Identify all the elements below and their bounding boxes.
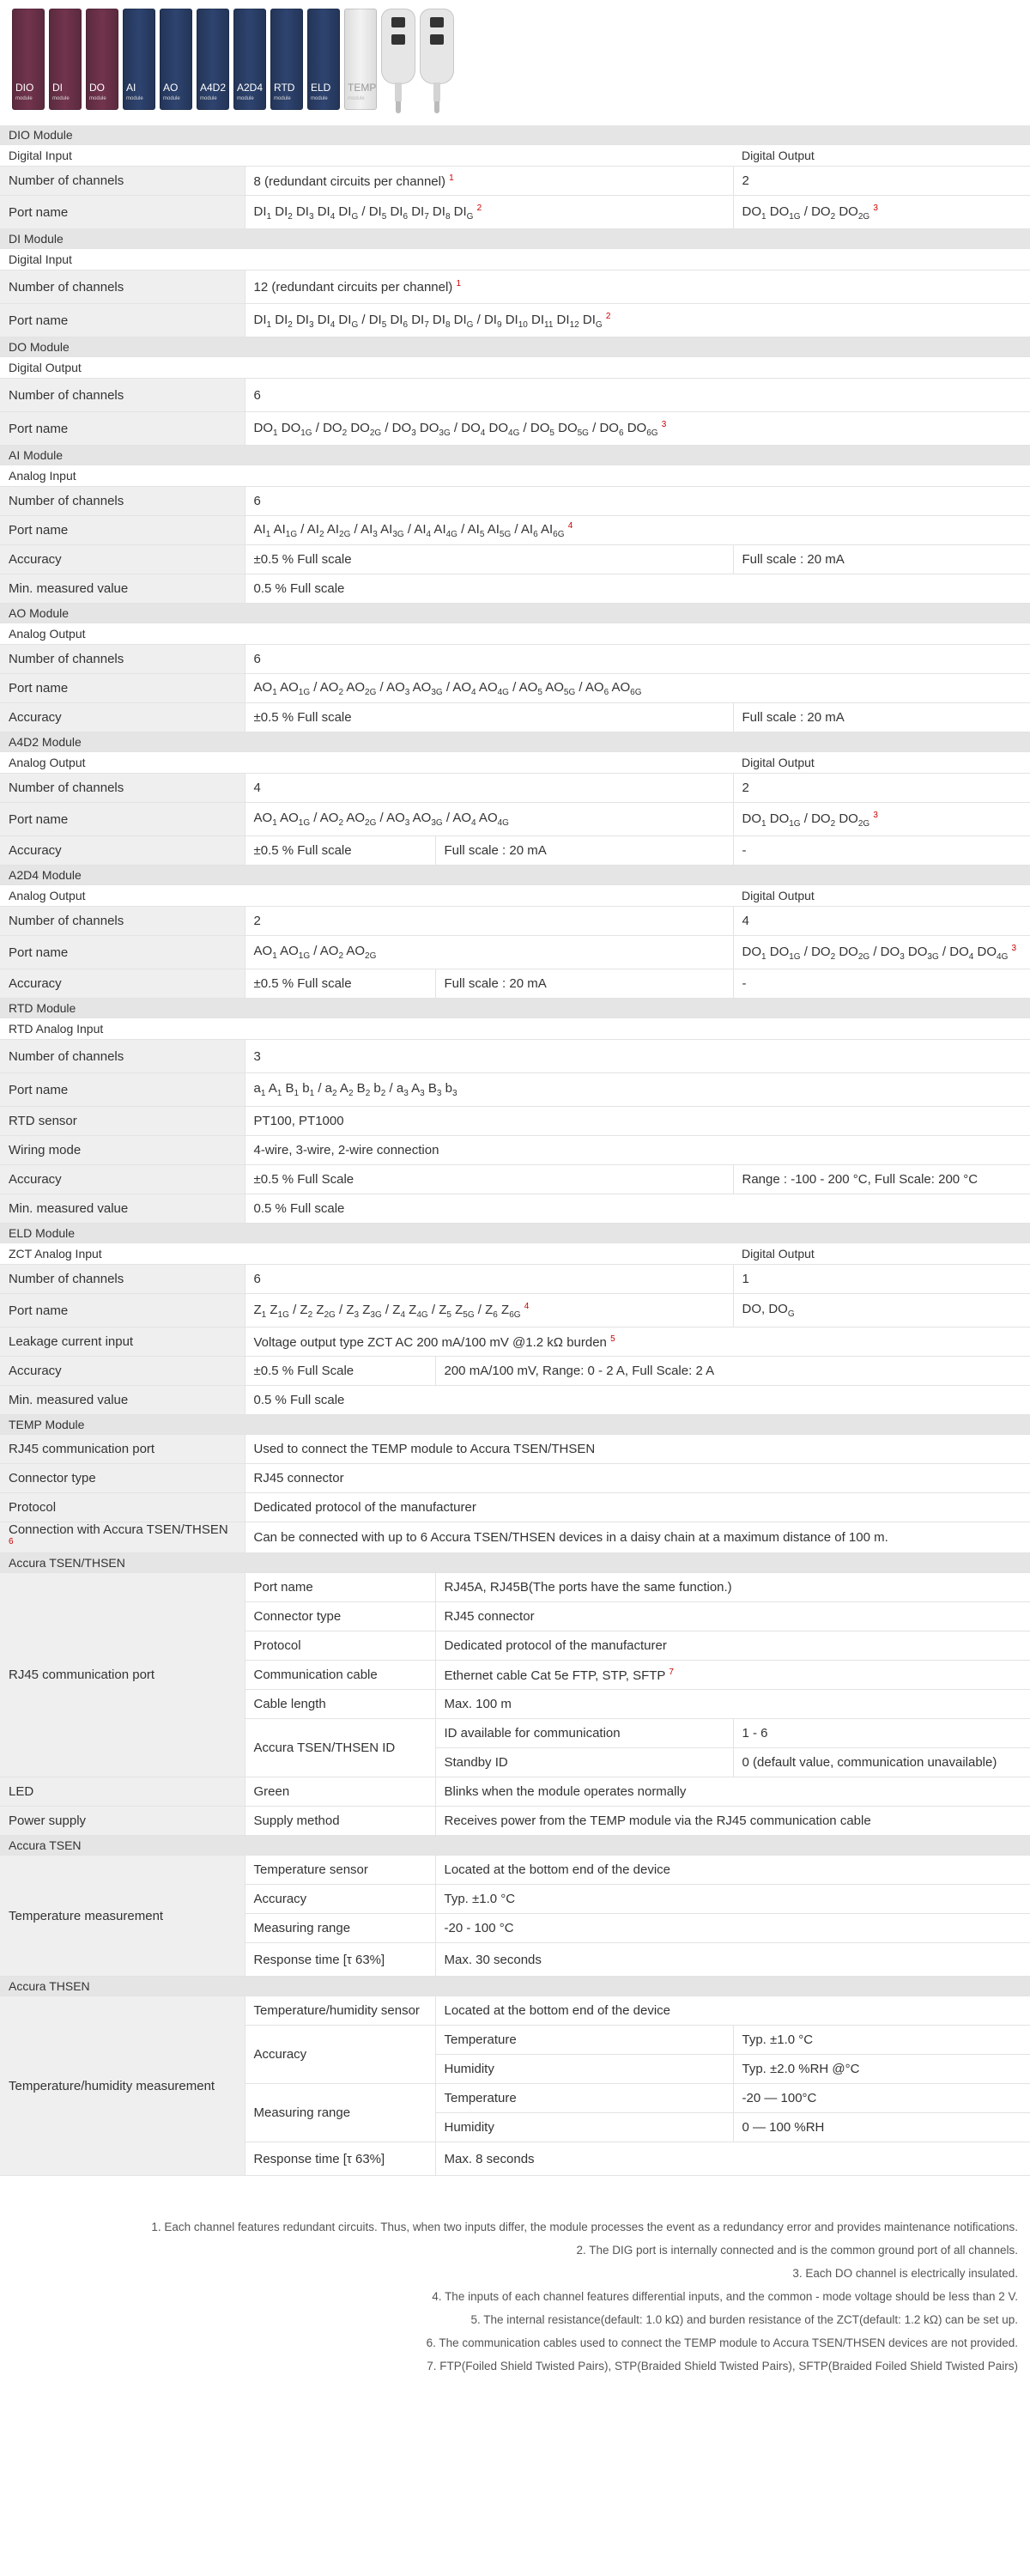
- module-header-temp: [0, 1415, 1030, 1435]
- cell-value: Max. 100 m: [435, 1690, 1030, 1719]
- row-label: RTD sensor: [0, 1107, 245, 1136]
- row-label: Port name: [0, 936, 245, 969]
- spec-row: [0, 574, 1030, 604]
- sub-label: Measuring range: [245, 1914, 435, 1943]
- spec-row: [0, 1493, 1030, 1522]
- port-names: $DO_1$ $DO_{1G} / DO_2$ $DO_{2G}$ $^3$: [733, 803, 1030, 836]
- sub-label: Cable length: [245, 1690, 435, 1719]
- module-title: DO Module: [0, 337, 1030, 357]
- spec-row: [0, 167, 1030, 196]
- row-label: Number of channels: [0, 907, 245, 936]
- row-label: Number of channels: [0, 167, 245, 196]
- sub-label: Response time [τ 63%]: [245, 2142, 435, 2176]
- sub-label: Standby ID: [435, 1748, 733, 1777]
- row-label: Accuracy: [0, 836, 245, 866]
- cell-value: 2: [733, 774, 1030, 803]
- module-title: TEMP Module: [0, 1415, 1030, 1435]
- cell-value: 2: [733, 167, 1030, 196]
- spec-row: [0, 1107, 1030, 1136]
- module-header-a2d4: [0, 866, 1030, 885]
- section-title: Analog Input: [0, 465, 1030, 487]
- row-label: Number of channels: [0, 270, 245, 304]
- footnote-ref: 3: [1011, 943, 1017, 953]
- module-title: Accura TSEN/THSEN: [0, 1553, 1030, 1573]
- cell-value: 1 - 6: [733, 1719, 1030, 1748]
- row-label: Power supply: [0, 1807, 245, 1836]
- tsen-sensor-device: [381, 9, 415, 113]
- spec-row: [0, 645, 1030, 674]
- spec-row: [0, 774, 1030, 803]
- product-hero-image: [0, 0, 1030, 120]
- module-dio: [12, 9, 45, 110]
- cell-value: Used to connect the TEMP module to Accura TSEN/THSEN: [245, 1435, 1030, 1464]
- sub-label: Accura TSEN/THSEN ID: [245, 1719, 435, 1777]
- cell-value: Full scale : 20 mA: [733, 703, 1030, 732]
- module-label: DI: [52, 82, 63, 94]
- cell-value: 4: [733, 907, 1030, 936]
- module-header-thsen: [0, 1977, 1030, 1996]
- cell-value: 6: [245, 379, 1030, 412]
- cell-value: Typ. ±1.0 °C: [733, 2026, 1030, 2055]
- cell-value: 200 mA/100 mV, Range: 0 - 2 A, Full Scale: 2 A: [435, 1357, 1030, 1386]
- footnote-ref: 1: [449, 173, 454, 183]
- cell-value: RJ45 connector: [435, 1602, 1030, 1631]
- row-label: Wiring mode: [0, 1136, 245, 1165]
- section-title: Digital Output: [733, 1243, 1030, 1265]
- module-label: TEMP: [348, 82, 377, 94]
- spec-row: [0, 1194, 1030, 1224]
- footnote-ref: 3: [661, 419, 667, 429]
- spec-row: [0, 1435, 1030, 1464]
- port-names: $a_1$ $A_1$ $B_1$ $b_1 / a_2$ $A_2$ $B_2$ $b_2 / a_3$ $A_3$ $B_3$ $b_3$: [245, 1073, 1030, 1107]
- cell-value: Blinks when the module operates normally: [435, 1777, 1030, 1807]
- sub-label: Accuracy: [245, 1885, 435, 1914]
- spec-row: [0, 1357, 1030, 1386]
- module-ao: [160, 9, 192, 110]
- cell-value: ±0.5 % Full Scale: [245, 1165, 733, 1194]
- module-title: DIO Module: [0, 125, 1030, 145]
- footnote: 1. Each channel features redundant circuits. Thus, when two inputs differ, the module processes the event as a redundancy error and provides maintenance notifications.: [151, 2221, 1018, 2233]
- value-text: 8 (redundant circuits per channel): [253, 173, 445, 189]
- row-label: Leakage current input: [0, 1327, 245, 1357]
- footnote-ref: 2: [605, 311, 611, 321]
- footnote-ref: 3: [873, 203, 878, 213]
- footnote: 3. Each DO channel is electrically insulated.: [792, 2267, 1018, 2280]
- module-sublabel: module: [126, 96, 143, 101]
- sub-label: Measuring range: [245, 2084, 435, 2142]
- footnote-ref: 1: [456, 279, 462, 289]
- module-eld: [307, 9, 340, 110]
- section-title: Digital Input: [0, 145, 733, 167]
- sub-label: ID available for communication: [435, 1719, 733, 1748]
- cell-value: RJ45A, RJ45B(The ports have the same function.): [435, 1573, 1030, 1602]
- module-ai: [123, 9, 155, 110]
- row-label: Accuracy: [0, 1165, 245, 1194]
- module-header-tsen-thsen: [0, 1553, 1030, 1573]
- port-names: $Z_1$ $Z_{1G} / Z_2$ $Z_{2G} / Z_3$ $Z_{3G} / Z_4$ $Z_{4G} / Z_5$ $Z_{5G} / Z_6$ $Z_{6G}$ $^4$: [245, 1294, 733, 1327]
- cell-value: 6: [245, 1265, 733, 1294]
- cell-value: 2: [245, 907, 733, 936]
- cell-value: 1: [733, 1265, 1030, 1294]
- section-header-row: [0, 752, 1030, 774]
- module-do: [86, 9, 118, 110]
- footnote-ref: 3: [873, 810, 878, 820]
- row-label: Number of channels: [0, 379, 245, 412]
- cell-value: Can be connected with up to 6 Accura TSEN/THSEN devices in a daisy chain at a maximum distance of 100 m.: [245, 1522, 1030, 1553]
- cell-value: 3: [245, 1040, 1030, 1073]
- sub-label: Supply method: [245, 1807, 435, 1836]
- cell-value: PT100, PT1000: [245, 1107, 1030, 1136]
- spec-row: [0, 1522, 1030, 1553]
- row-label: Number of channels: [0, 487, 245, 516]
- sub-label: Accuracy: [245, 2026, 435, 2084]
- section-title: RTD Analog Input: [0, 1018, 1030, 1040]
- spec-row: [0, 1464, 1030, 1493]
- row-label: [0, 1522, 245, 1553]
- row-label: RJ45 communication port: [0, 1573, 245, 1777]
- footnote-ref: 7: [669, 1667, 674, 1677]
- module-title: DI Module: [0, 229, 1030, 249]
- cell-value: RJ45 connector: [245, 1464, 1030, 1493]
- module-header-a4d2: [0, 732, 1030, 752]
- module-header-ao: [0, 604, 1030, 623]
- spec-row: [0, 1294, 1030, 1327]
- thsen-sensor-device: [420, 9, 454, 113]
- port-names: $AO_1$ $AO_{1G} / AO_2$ $AO_{2G} / AO_3$ $AO_{3G} / AO_4$ $AO_{4G} / AO_5$ $AO_{5G} / AO_6$ $AO_{6G}$: [245, 674, 1030, 703]
- row-label: Number of channels: [0, 645, 245, 674]
- cell-value: ±0.5 % Full scale: [245, 836, 435, 866]
- row-label: Port name: [0, 1073, 245, 1107]
- spec-table: [0, 125, 1030, 2176]
- module-label: A2D4: [237, 82, 264, 94]
- module-label: ELD: [311, 82, 331, 94]
- module-sublabel: module: [237, 96, 254, 101]
- spec-row: [0, 674, 1030, 703]
- cell-value: Typ. ±1.0 °C: [435, 1885, 1030, 1914]
- spec-row: [0, 270, 1030, 304]
- row-label: Number of channels: [0, 774, 245, 803]
- spec-row: [0, 907, 1030, 936]
- spec-row: [0, 516, 1030, 545]
- port-names: $AO_1$ $AO_{1G} / AO_2$ $AO_{2G} / AO_3$ $AO_{3G} / AO_4$ $AO_{4G}$: [245, 803, 733, 836]
- sub-label: Temperature: [435, 2026, 733, 2055]
- footnote: 7. FTP(Foiled Shield Twisted Pairs), STP(Braided Shield Twisted Pairs), SFTP(Braided Foiled Shield Twisted Pairs): [427, 2360, 1018, 2372]
- cell-value: 0.5 % Full scale: [245, 574, 1030, 604]
- module-sublabel: module: [274, 96, 291, 101]
- section-title: Analog Output: [0, 623, 1030, 645]
- row-label: Accuracy: [0, 703, 245, 732]
- section-header-row: [0, 623, 1030, 645]
- module-sublabel: module: [15, 96, 33, 101]
- value-text: Voltage output type ZCT AC 200 mA/100 mV @1.2 kΩ burden: [253, 1334, 607, 1350]
- row-label: RJ45 communication port: [0, 1435, 245, 1464]
- spec-row: [0, 969, 1030, 999]
- module-label: AI: [126, 82, 136, 94]
- module-header-tsen: [0, 1836, 1030, 1856]
- cell-value: -: [733, 836, 1030, 866]
- spec-row: [0, 196, 1030, 229]
- value-text: 12 (redundant circuits per channel): [253, 280, 453, 295]
- row-label: Port name: [0, 516, 245, 545]
- section-header-row: [0, 1018, 1030, 1040]
- sub-label: Temperature sensor: [245, 1856, 435, 1885]
- cell-value: 0 (default value, communication unavailable): [733, 1748, 1030, 1777]
- module-a4d2: [197, 9, 229, 110]
- footnote: 5. The internal resistance(default: 1.0 kΩ) and burden resistance of the ZCT(default: 1.2 kΩ) can be set up.: [470, 2313, 1018, 2326]
- footnote-ref: 6: [9, 1537, 14, 1546]
- module-header-rtd: [0, 999, 1030, 1018]
- section-header-row: [0, 249, 1030, 270]
- module-header-ai: [0, 446, 1030, 465]
- spec-row: [0, 1386, 1030, 1415]
- cell-value: Typ. ±2.0 %RH @°C: [733, 2055, 1030, 2084]
- cell-value: Receives power from the TEMP module via the RJ45 communication cable: [435, 1807, 1030, 1836]
- label-text: Connection with Accura TSEN/THSEN: [9, 1522, 228, 1537]
- footnote-ref: 4: [567, 521, 573, 531]
- cell-value: Dedicated protocol of the manufacturer: [245, 1493, 1030, 1522]
- spec-row: [0, 1777, 1030, 1807]
- cell-value: Full scale : 20 mA: [435, 969, 733, 999]
- cell-value: Located at the bottom end of the device: [435, 1856, 1030, 1885]
- row-label: Port name: [0, 304, 245, 337]
- spec-row: [0, 412, 1030, 446]
- module-title: ELD Module: [0, 1224, 1030, 1243]
- module-header-di: [0, 229, 1030, 249]
- spec-row: [0, 545, 1030, 574]
- spec-row: [0, 836, 1030, 866]
- section-title: Digital Output: [0, 357, 1030, 379]
- cell-value: [245, 1327, 1030, 1357]
- module-sublabel: module: [200, 96, 217, 101]
- spec-row: [0, 1040, 1030, 1073]
- spec-row: [0, 1136, 1030, 1165]
- spec-row: [0, 304, 1030, 337]
- module-label: DIO: [15, 82, 34, 94]
- sub-label: Port name: [245, 1573, 435, 1602]
- module-title: A4D2 Module: [0, 732, 1030, 752]
- module-sublabel: module: [163, 96, 180, 101]
- module-title: Accura TSEN: [0, 1836, 1030, 1856]
- cell-value: 0.5 % Full scale: [245, 1386, 1030, 1415]
- row-label: Min. measured value: [0, 1386, 245, 1415]
- row-label: Accuracy: [0, 545, 245, 574]
- sub-label: Communication cable: [245, 1661, 435, 1690]
- module-temp: [344, 9, 377, 110]
- row-label: Protocol: [0, 1493, 245, 1522]
- module-label: RTD: [274, 82, 295, 94]
- section-title: Analog Output: [0, 885, 733, 907]
- row-label: LED: [0, 1777, 245, 1807]
- row-label: Accuracy: [0, 969, 245, 999]
- sub-label: Temperature: [435, 2084, 733, 2113]
- cell-value: Full scale : 20 mA: [733, 545, 1030, 574]
- cell-value: Located at the bottom end of the device: [435, 1996, 1030, 2026]
- section-header-row: [0, 357, 1030, 379]
- section-title: Analog Output: [0, 752, 733, 774]
- section-header-row: [0, 1243, 1030, 1265]
- spec-row: [0, 803, 1030, 836]
- spec-row: [0, 1265, 1030, 1294]
- sub-label: Temperature/humidity sensor: [245, 1996, 435, 2026]
- cell-value: ±0.5 % Full scale: [245, 703, 733, 732]
- row-label: Connector type: [0, 1464, 245, 1493]
- section-title: ZCT Analog Input: [0, 1243, 733, 1265]
- spec-row: [0, 1573, 1030, 1602]
- footnote-ref: 5: [610, 1334, 615, 1344]
- module-label: DO: [89, 82, 105, 94]
- sub-label: Protocol: [245, 1631, 435, 1661]
- row-label: Number of channels: [0, 1265, 245, 1294]
- spec-row: [0, 703, 1030, 732]
- port-names: $DO_1$ $DO_{1G} / DO_2$ $DO_{2G} / DO_3$ $DO_{3G} / DO_4$ $DO_{4G}$ $^3$: [733, 936, 1030, 969]
- module-sublabel: module: [89, 96, 106, 101]
- row-label: Temperature/humidity measurement: [0, 1996, 245, 2176]
- cell-value: ±0.5 % Full Scale: [245, 1357, 435, 1386]
- row-label: Port name: [0, 412, 245, 446]
- cell-value: Range : -100 - 200 °C, Full Scale: 200 °C: [733, 1165, 1030, 1194]
- cell-value: ±0.5 % Full scale: [245, 969, 435, 999]
- spec-row: [0, 936, 1030, 969]
- cell-value: [435, 1661, 1030, 1690]
- module-title: AO Module: [0, 604, 1030, 623]
- module-lineup: [12, 9, 454, 113]
- value-text: Ethernet cable Cat 5e FTP, STP, SFTP: [444, 1668, 666, 1683]
- port-names: $DI_1$ $DI_2$ $DI_3$ $DI_4$ $DI_G / DI_5$ $DI_6$ $DI_7$ $DI_8$ $DI_G / DI_9$ $DI_{10}$ $DI_{11}$ $DI_{12}$ $DI_G$ $^2$: [245, 304, 1030, 337]
- cell-value: 4-wire, 3-wire, 2-wire connection: [245, 1136, 1030, 1165]
- footnote: 6. The communication cables used to connect the TEMP module to Accura TSEN/THSEN devices are not provided.: [426, 2336, 1018, 2349]
- sub-label: Humidity: [435, 2113, 733, 2142]
- module-header-dio: [0, 125, 1030, 145]
- module-title: AI Module: [0, 446, 1030, 465]
- section-title: Digital Output: [733, 885, 1030, 907]
- module-label: A4D2: [200, 82, 227, 94]
- port-names: $DO_1$ $DO_{1G} / DO_2$ $DO_{2G} / DO_3$ $DO_{3G} / DO_4$ $DO_{4G} / DO_5$ $DO_{5G} / DO_6$ $DO_{6G}$ $^3$: [245, 412, 1030, 446]
- module-sublabel: module: [348, 96, 365, 101]
- row-label: Min. measured value: [0, 1194, 245, 1224]
- cell-value: Full scale : 20 mA: [435, 836, 733, 866]
- cell-value: Dedicated protocol of the manufacturer: [435, 1631, 1030, 1661]
- spec-row: [0, 1073, 1030, 1107]
- spec-row: [0, 1327, 1030, 1357]
- sub-label: Response time [τ 63%]: [245, 1943, 435, 1977]
- row-label: Port name: [0, 674, 245, 703]
- section-title: Digital Output: [733, 145, 1030, 167]
- cell-value: 6: [245, 645, 1030, 674]
- row-label: Temperature measurement: [0, 1856, 245, 1977]
- cell-value: 0 — 100 %RH: [733, 2113, 1030, 2142]
- footnote: 2. The DIG port is internally connected and is the common ground port of all channels.: [576, 2244, 1018, 2257]
- cell-value: -: [733, 969, 1030, 999]
- row-label: Accuracy: [0, 1357, 245, 1386]
- port-names: $DO_1$ $DO_{1G} / DO_2$ $DO_{2G}$ $^3$: [733, 196, 1030, 229]
- cell-value: 4: [245, 774, 733, 803]
- module-label: AO: [163, 82, 179, 94]
- cell-value: ±0.5 % Full scale: [245, 545, 733, 574]
- cell-value: -20 — 100°C: [733, 2084, 1030, 2113]
- module-a2d4: [233, 9, 266, 110]
- row-label: Number of channels: [0, 1040, 245, 1073]
- section-header-row: [0, 465, 1030, 487]
- cell-value: -20 - 100 °C: [435, 1914, 1030, 1943]
- port-names: $AI_1$ $AI_{1G} / AI_2$ $AI_{2G} / AI_3$ $AI_{3G} / AI_4$ $AI_{4G} / AI_5$ $AI_{5G} / AI_6$ $AI_{6G}$ $^4$: [245, 516, 1030, 545]
- module-title: RTD Module: [0, 999, 1030, 1018]
- spec-row: [0, 1996, 1030, 2026]
- row-label: Port name: [0, 803, 245, 836]
- cell-value: Max. 8 seconds: [435, 2142, 1030, 2176]
- footnote: 4. The inputs of each channel features differential inputs, and the common - mode voltage should be less than 2 V.: [432, 2290, 1018, 2303]
- module-title: A2D4 Module: [0, 866, 1030, 885]
- module-sublabel: module: [52, 96, 70, 101]
- module-rtd: [270, 9, 303, 110]
- section-title: Digital Input: [0, 249, 1030, 270]
- spec-row: [0, 1165, 1030, 1194]
- module-sublabel: module: [311, 96, 328, 101]
- section-header-row: [0, 885, 1030, 907]
- spec-row: [0, 487, 1030, 516]
- footnotes: [151, 2215, 1018, 2378]
- module-header-do: [0, 337, 1030, 357]
- row-label: Min. measured value: [0, 574, 245, 604]
- sub-label: Connector type: [245, 1602, 435, 1631]
- port-names: $DI_1$ $DI_2$ $DI_3$ $DI_4$ $DI_G / DI_5$ $DI_6$ $DI_7$ $DI_8$ $DI_G$ $^2$: [245, 196, 733, 229]
- cell-value: 6: [245, 487, 1030, 516]
- sub-label: Humidity: [435, 2055, 733, 2084]
- cell-value: [245, 167, 733, 196]
- cell-value: Max. 30 seconds: [435, 1943, 1030, 1977]
- section-header-row: [0, 145, 1030, 167]
- footnote-ref: 2: [476, 203, 482, 213]
- cell-value: 0.5 % Full scale: [245, 1194, 1030, 1224]
- section-title: Digital Output: [733, 752, 1030, 774]
- cell-value: [245, 270, 1030, 304]
- port-names: $AO_1$ $AO_{1G} / AO_2$ $AO_{2G}$: [245, 936, 733, 969]
- sub-label: Green: [245, 1777, 435, 1807]
- module-di: [49, 9, 82, 110]
- module-header-eld: [0, 1224, 1030, 1243]
- spec-row: [0, 1807, 1030, 1836]
- row-label: Port name: [0, 196, 245, 229]
- row-label: Port name: [0, 1294, 245, 1327]
- port-names: DO, $DO_G$: [733, 1294, 1030, 1327]
- spec-row: [0, 1856, 1030, 1885]
- module-title: Accura THSEN: [0, 1977, 1030, 1996]
- spec-row: [0, 379, 1030, 412]
- footnote-ref: 4: [524, 1301, 530, 1311]
